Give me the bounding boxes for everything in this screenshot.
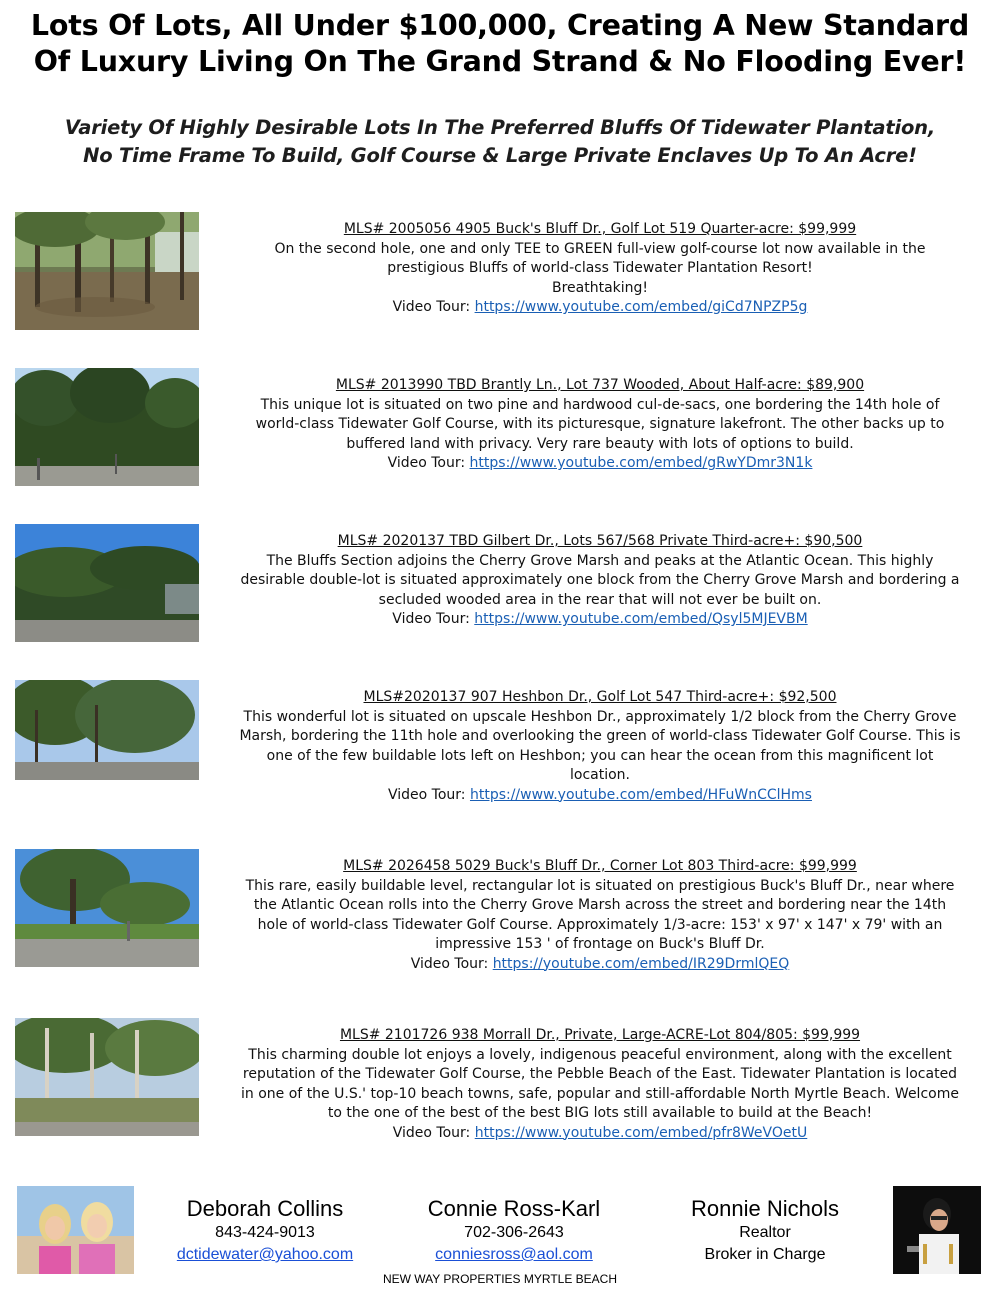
listing-info (215, 532, 985, 630)
title-line-1: Lots Of Lots, All Under $100,000, Creating A New Standard (30, 9, 970, 42)
contact-name: Deborah Collins (186, 1196, 344, 1221)
contact-deborah (160, 1196, 370, 1266)
agents-portrait-image (17, 1186, 134, 1274)
video-tour-link[interactable]: https://www.youtube.com/embed/giCd7NPZP5g (474, 299, 808, 315)
lot-photo (15, 212, 199, 330)
listing-heading: MLS# 2101726 938 Morrall Dr., Private, Large-ACRE-Lot 804/805: $99,999 (339, 1027, 861, 1043)
video-tour (215, 298, 985, 318)
contact-email-link[interactable]: dctidewater@yahoo.com (176, 1246, 354, 1263)
listing-description-line: buffered land with privacy. Very rare beauty with lots of options to build. (346, 435, 854, 452)
wooded-lot-image (15, 1018, 199, 1136)
listing-description-line: This unique lot is situated on two pine and hardwood cul-de-sacs, one bordering the 14th hole of (260, 396, 940, 413)
video-tour-label: Video Tour: (392, 611, 475, 627)
lot-photo (15, 524, 199, 642)
video-tour-label: Video Tour: (387, 455, 470, 471)
contact-email-link[interactable]: conniesross@aol.com (435, 1246, 593, 1263)
company-name: NEW WAY PROPERTIES MYRTLE BEACH (382, 1272, 618, 1286)
agents-photo (17, 1186, 134, 1274)
contact-title: Realtor (739, 1224, 791, 1241)
contact-role: Broker in Charge (704, 1246, 826, 1263)
listing-heading: MLS# 2005056 4905 Buck's Bluff Dr., Golf Lot 519 Quarter-acre: $99,999 (343, 221, 857, 237)
listing-description-line: This wonderful lot is situated on upscale Heshbon Dr., approximately 1/2 block from the Cherry Grove (243, 708, 957, 725)
wooded-lot-image (15, 524, 199, 642)
contact-ronnie (665, 1196, 865, 1266)
listing-description-line: Breathtaking! (551, 279, 649, 296)
listing-description-line: to the one of the best of the best BIG lots still available to build at the Beach! (327, 1105, 873, 1121)
video-tour (215, 610, 985, 630)
video-tour-label: Video Tour: (388, 786, 470, 803)
listing-description-line: location. (570, 767, 630, 783)
video-tour (215, 454, 985, 474)
video-tour-link[interactable]: https://www.youtube.com/embed/gRwYDmr3N1k (469, 455, 813, 471)
video-tour-label: Video Tour: (410, 955, 493, 972)
video-tour (215, 955, 985, 975)
subtitle-line-2: No Time Frame To Build, Golf Course & Large Private Enclaves Up To An Acre! (83, 144, 917, 167)
listing-description-line: the Atlantic Ocean rolls into the Cherry Grove Marsh across the street and bordering near the 14th (253, 897, 947, 913)
video-tour-link[interactable]: https://www.youtube.com/embed/HFuWnCClHms (469, 786, 812, 803)
contact-phone: 702-306-2643 (464, 1224, 564, 1241)
wooded-lot-image (15, 212, 199, 330)
listing-heading: MLS# 2020137 TBD Gilbert Dr., Lots 567/568 Private Third-acre+: $90,500 (337, 533, 863, 549)
listing-description-line: impressive 153 ' of frontage on Buck's Bluff Dr. (435, 936, 765, 952)
listing-description-line: On the second hole, one and only TEE to GREEN full-view golf-course lot now available in the (274, 240, 926, 257)
contact-name: Connie Ross-Karl (427, 1196, 601, 1221)
listing-heading: MLS# 2026458 5029 Buck's Bluff Dr., Corner Lot 803 Third-acre: $99,999 (343, 858, 857, 874)
lot-photo (15, 1018, 199, 1136)
video-tour-label: Video Tour: (392, 1124, 475, 1141)
listing-description-line: This charming double lot enjoys a lovely, indigenous peaceful environment, along with the excellent (248, 1046, 952, 1063)
listing-heading: MLS#2020137 907 Heshbon Dr., Golf Lot 547 Third-acre+: $92,500 (363, 689, 837, 705)
video-tour (215, 786, 985, 806)
listing-description-line: The Bluffs Section adjoins the Cherry Grove Marsh and peaks at the Atlantic Ocean. This highly (266, 552, 934, 569)
listing-heading: MLS# 2013990 TBD Brantly Ln., Lot 737 Wooded, About Half-acre: $89,900 (335, 377, 865, 393)
listing-description-line: world-class Tidewater Golf Course, with its picturesque, signature lakefront. The other backs up to (255, 416, 945, 432)
lot-photo (15, 368, 199, 486)
video-tour-link[interactable]: https://www.youtube.com/embed/pfr8WeVOetU (474, 1124, 808, 1141)
lot-photo (15, 849, 199, 967)
page-title (0, 8, 1000, 80)
listing-description-line: secluded wooded area in the rear that will not ever be built on. (378, 591, 822, 608)
listing-description-line: in one of the U.S.' top-10 beach towns, safe, popular and still-affordable North Myrtle Beach. Welcome (241, 1085, 959, 1102)
listing-description-line: Marsh, bordering the 11th hole and overlooking the green of world-class Tidewater Golf Course. This is (239, 728, 961, 744)
listing-description-line: prestigious Bluffs of world-class Tidewater Plantation Resort! (387, 260, 813, 276)
video-tour-link[interactable]: https://www.youtube.com/embed/Qsyl5MJEVBM (474, 611, 808, 627)
listing-description-line: desirable double-lot is situated approximately one block from the Cherry Grove Marsh and bordering a (240, 572, 960, 588)
listing-description-line: This rare, easily buildable level, rectangular lot is situated on prestigious Buck's Bluff Dr., near where (245, 877, 955, 894)
lot-photo (15, 680, 199, 798)
wooded-lot-image (15, 368, 199, 486)
wooded-lot-image (15, 680, 199, 798)
broker-photo (893, 1186, 981, 1274)
listing-info (215, 1026, 985, 1143)
contact-phone: 843-424-9013 (215, 1224, 315, 1241)
contact-connie (405, 1196, 623, 1266)
subtitle-line-1: Variety Of Highly Desirable Lots In The Preferred Bluffs Of Tidewater Plantation, (64, 116, 936, 139)
listing-info (215, 376, 985, 474)
listing-description-line: hole of world-class Tidewater Golf Course. Approximately 1/3-acre: 153' x 97' x 147' x 79' with an (257, 916, 943, 933)
page-subtitle (0, 114, 1000, 170)
listing-description-line: one of the few buildable lots left on Heshbon; you can hear the ocean from this magnificent lot (266, 747, 934, 764)
listing-info (215, 220, 985, 318)
video-tour-link[interactable]: https://youtube.com/embed/IR29DrmlQEQ (492, 955, 790, 972)
wooded-lot-image (15, 849, 199, 967)
video-tour-label: Video Tour: (392, 299, 475, 315)
listing-description-line: reputation of the Tidewater Golf Course, the Pebble Beach of the East. Tidewater Plantation is located (242, 1066, 958, 1082)
contact-name: Ronnie Nichols (691, 1196, 839, 1221)
broker-portrait-image (893, 1186, 981, 1274)
listing-info (215, 857, 985, 974)
title-line-2: Of Luxury Living On The Grand Strand & No Flooding Ever! (33, 45, 967, 78)
video-tour (215, 1124, 985, 1144)
listing-info (215, 688, 985, 805)
